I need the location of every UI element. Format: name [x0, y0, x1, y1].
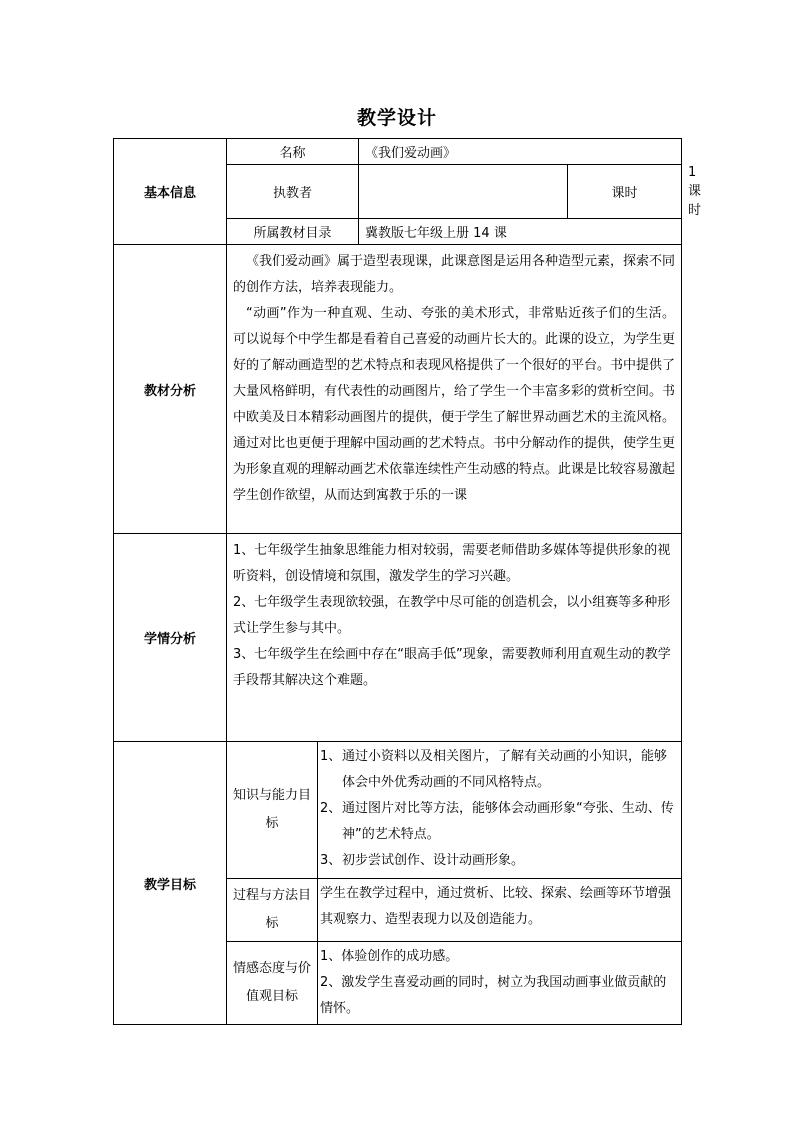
- material-analysis-text: [227, 245, 682, 534]
- learner-analysis-text: [227, 534, 682, 742]
- learner-item: 3、七年级学生在绘画中存在“眼高手低”现象，需要教师利用直观生动的教学手段帮其解决这个难题。: [233, 647, 671, 688]
- knowledge-goal-label: 知识与能力目标: [227, 742, 318, 879]
- knowledge-goal-item: 2、 通过图片对比等方法，能够体会动画形象“夸张、生动、传神”的艺术特点。: [320, 801, 674, 842]
- learner-item: 2、七年级学生表现欲较强，在教学中尽可能的创造机会，以小组赛等多种形式让学生参与其中。: [233, 595, 671, 636]
- emotion-goal-list: [318, 942, 682, 1025]
- learner-item: 1、七年级学生抽象思维能力相对较弱，需要老师借助多媒体等提供形象的视听资料，创设情境和氛围，激发学生的学习兴趣。: [233, 543, 671, 584]
- lesson-plan-table: 基本信息 名称 《我们爱动画》 执教者 课时 1 课时 所属教材目录 冀教版七年级上册 14 课 教材分析 《我们爱动画》属于造型表现课，此课意图是运用各种造型元素，探索不同的创作方法，培养表现能力。 “动画”作为一种直观、生动、夸张的美术形式，非常贴近孩子们的生活。可以说每个中学生都是看着自己喜爱的动画片长大的。此课的设立，为学生更好的了解动画造型的艺术特点和表现风格提供了一个很好的平台。书中提供了大量风格鲜明，有代表性的动画图片，给了学生一个丰富多彩的赏析空间。书中欧美及日本精彩动画图片的提供，便于学生了解世界动画艺术的主流风格。通过对比也更便于理解中国动画的艺术特点。书中分解动作的提供，使学生更为形象直观的理解动画艺术依靠连续性产生动感的特点。此课是比较容易激起学生创作欲望，从而达到寓教于乐的一课 学情分析 1、七年级学生抽象思维能力相对较弱，需要老师借助多媒体等提供形象的视听资料，创设情境和氛围，激发学生的学习兴趣。 2、七年级学生表现欲较强，在教学中尽可能的创造机会，以小组赛等多种形式让学生参与其中。 3、七年级学生在绘画中存在“眼高手低”现象，需要教师利用直观生动的教学手段帮其解决这个难题。 教学目标 知识与能力目标 1、 通过小资料以及相关图片，了解有关动画的小知识，能够体会中外优秀动画的不同风格特点。 2、 通过图片对比等方法，能够体会动画形象“夸张、生动、传神”的艺术特点。 3、 初步尝试创作、设计动画形象。 过程与方法目标 学生在教学过程中，通过赏析、比较、探索、绘画等环节增强其观察力、造型表现力以及创造能力。 情感态度与价值观目标 1、体验创作的成功感。 2、激发学生喜爱动画的同时，树立为我国动画事业做贡献的情怀。: [113, 138, 682, 1025]
- teaching-goals-heading: 教学目标: [114, 742, 227, 1025]
- process-goal-label: 过程与方法目标: [227, 879, 318, 942]
- teacher-label: 执教者: [227, 165, 359, 219]
- textbook-label: 所属教材目录: [227, 219, 359, 245]
- emotion-goal-item: 2、激发学生喜爱动画的同时，树立为我国动画事业做贡献的情怀。: [320, 975, 667, 1016]
- analysis-paragraph: “动画”作为一种直观、生动、夸张的美术形式，非常贴近孩子们的生活。可以说每个中学生都是看着自己喜爱的动画片长大的。此课的设立，为学生更好的了解动画造型的艺术特点和表现风格提供了一个很好的平台。书中提供了大量风格鲜明，有代表性的动画图片，给了学生一个丰富多彩的赏析空间。书中欧美及日本精彩动画图片的提供，便于学生了解世界动画艺术的主流风格。通过对比也更便于理解中国动画的艺术特点。书中分解动作的提供，使学生更为形象直观的理解动画艺术依靠连续性产生动感的特点。此课是比较容易激起学生创作欲望，从而达到寓教于乐的一课: [233, 306, 676, 503]
- hours-label: 课时: [568, 165, 682, 219]
- knowledge-goal-item: 1、 通过小资料以及相关图片，了解有关动画的小知识，能够体会中外优秀动画的不同风格特点。: [320, 749, 668, 790]
- emotion-goal-label: 情感态度与价值观目标: [227, 942, 318, 1025]
- knowledge-goal-list: [318, 742, 682, 879]
- emotion-goal-item: 1、体验创作的成功感。: [320, 949, 459, 964]
- textbook-value: 冀教版七年级上册 14 课: [359, 219, 682, 245]
- learner-analysis-heading: 学情分析: [114, 534, 227, 742]
- teacher-value: [359, 165, 568, 219]
- material-analysis-heading: 教材分析: [114, 245, 227, 534]
- basic-info-heading: 基本信息: [114, 139, 227, 245]
- document-title: 教学设计: [356, 107, 437, 129]
- analysis-paragraph: 《我们爱动画》属于造型表现课，此课意图是运用各种造型元素，探索不同的创作方法，培养表现能力。: [233, 254, 676, 295]
- name-value: 《我们爱动画》: [359, 139, 682, 165]
- name-label: 名称: [227, 139, 359, 165]
- knowledge-goal-item: 3、 初步尝试创作、设计动画形象。: [320, 853, 525, 868]
- process-goal-text: 学生在教学过程中，通过赏析、比较、探索、绘画等环节增强其观察力、造型表现力以及创造能力。: [318, 879, 682, 942]
